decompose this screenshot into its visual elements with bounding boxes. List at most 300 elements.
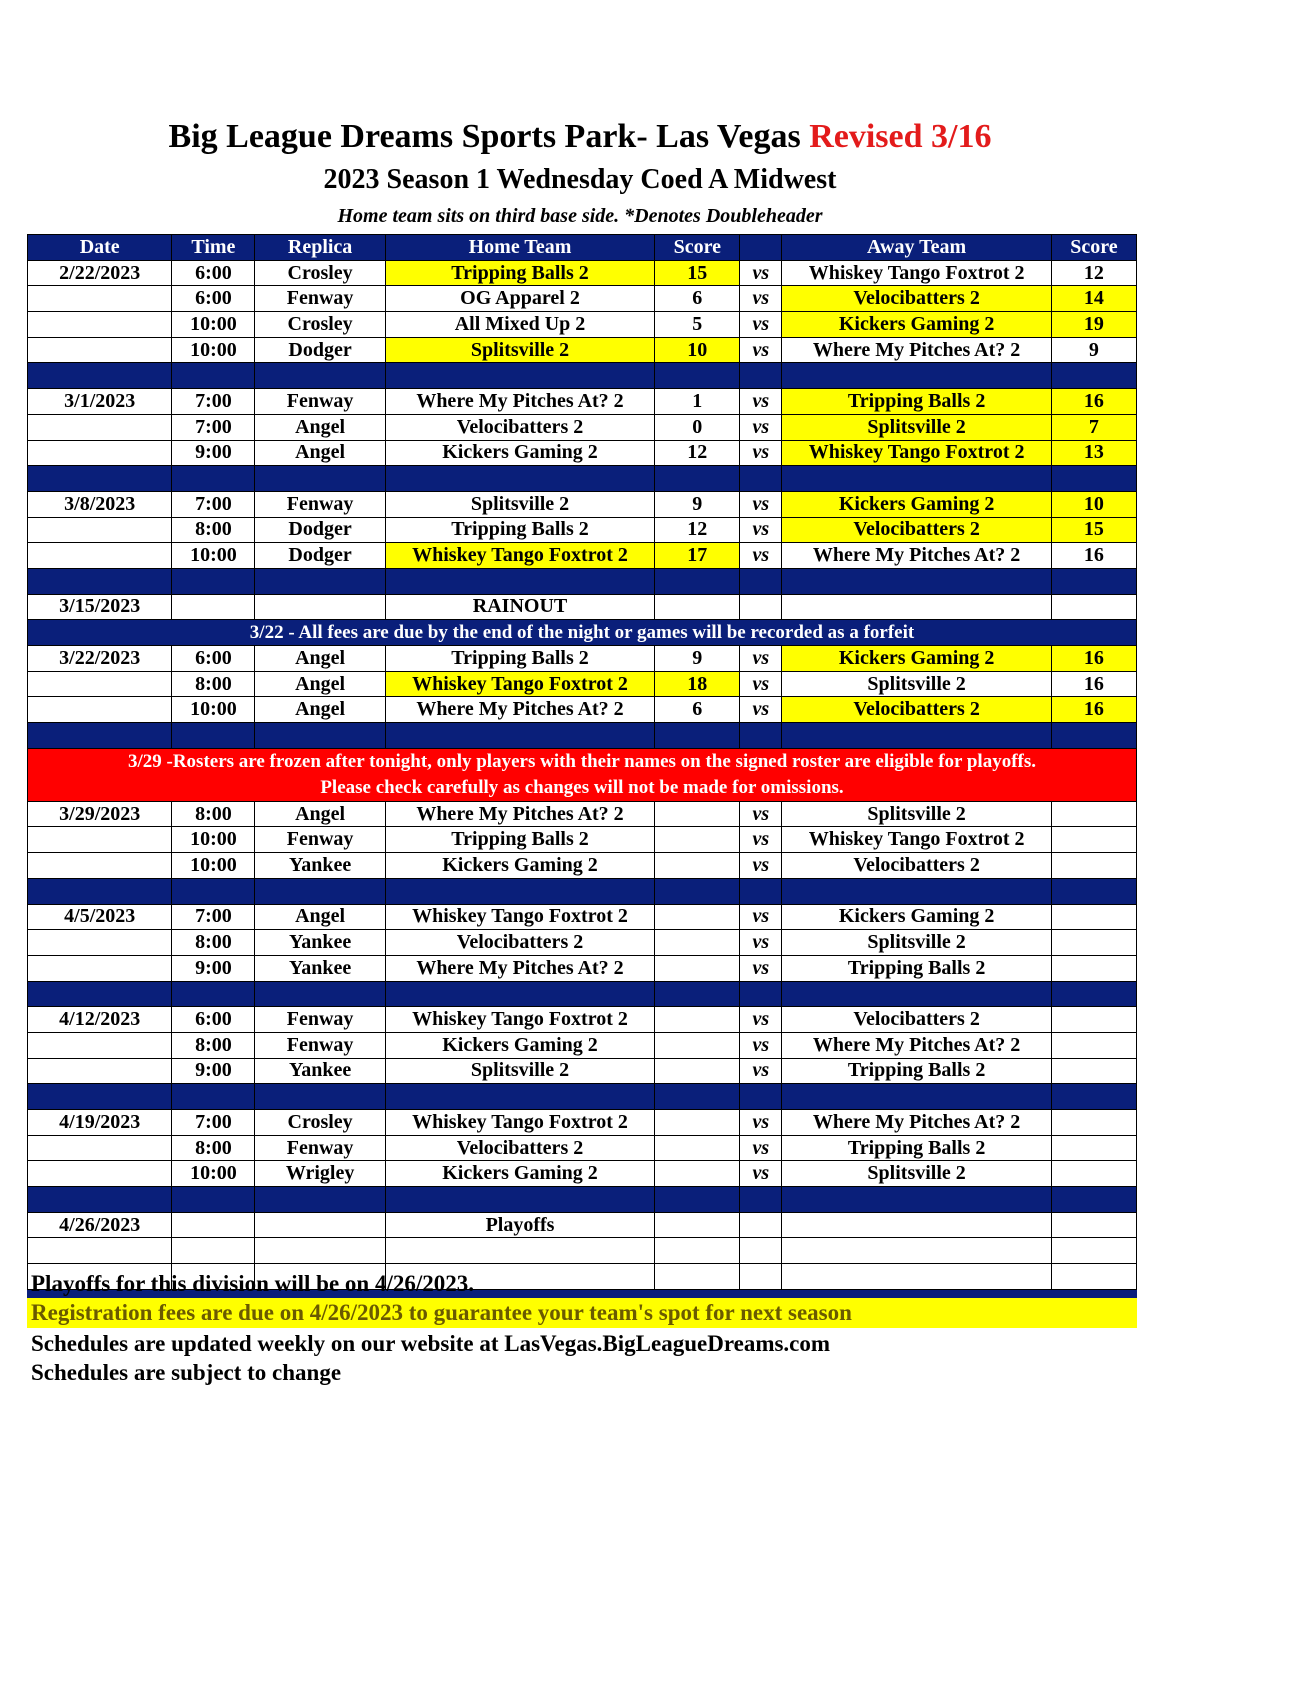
separator-cell xyxy=(28,981,172,1007)
time-cell: 7:00 xyxy=(172,491,255,517)
week-separator xyxy=(28,466,1137,492)
home-score-cell: 18 xyxy=(655,671,740,697)
time-cell: 6:00 xyxy=(172,260,255,286)
date-cell: 4/12/2023 xyxy=(28,1007,172,1033)
replica-cell: Fenway xyxy=(255,1032,385,1058)
game-row xyxy=(28,1212,1137,1238)
time-cell: 7:00 xyxy=(172,389,255,415)
separator-cell xyxy=(782,723,1051,749)
away-score-cell xyxy=(1051,1212,1136,1238)
vs-cell: vs xyxy=(740,1135,782,1161)
separator-cell xyxy=(385,1084,654,1110)
away-team-cell: Splitsville 2 xyxy=(782,414,1051,440)
separator-cell xyxy=(655,466,740,492)
time-cell: 8:00 xyxy=(172,1032,255,1058)
home-team-cell: Tripping Balls 2 xyxy=(385,517,654,543)
col-time: Time xyxy=(172,235,255,261)
roster-alert-row xyxy=(28,748,1137,801)
separator-cell xyxy=(28,466,172,492)
separator-cell xyxy=(655,723,740,749)
col-away-score: Score xyxy=(1051,235,1136,261)
time-cell: 10:00 xyxy=(172,827,255,853)
away-score-cell xyxy=(1051,1032,1136,1058)
date-cell xyxy=(28,517,172,543)
away-team-cell xyxy=(782,1264,1051,1290)
separator-cell xyxy=(172,466,255,492)
home-score-cell: 5 xyxy=(655,312,740,338)
separator-cell xyxy=(28,1187,172,1213)
game-row xyxy=(28,1238,1137,1264)
away-score-cell xyxy=(1051,1135,1136,1161)
separator-cell xyxy=(655,1187,740,1213)
home-score-cell xyxy=(655,1007,740,1033)
vs-cell: vs xyxy=(740,697,782,723)
col-away-team: Away Team xyxy=(782,235,1051,261)
separator-cell xyxy=(172,878,255,904)
week-separator xyxy=(28,878,1137,904)
home-team-cell: Tripping Balls 2 xyxy=(385,827,654,853)
date-cell: 4/19/2023 xyxy=(28,1110,172,1136)
home-score-cell: 10 xyxy=(655,337,740,363)
separator-cell xyxy=(740,1084,782,1110)
date-cell xyxy=(28,930,172,956)
away-team-cell: Whiskey Tango Foxtrot 2 xyxy=(782,827,1051,853)
vs-cell xyxy=(740,1212,782,1238)
date-cell: 4/26/2023 xyxy=(28,1212,172,1238)
game-row xyxy=(28,1110,1137,1136)
away-score-cell: 16 xyxy=(1051,543,1136,569)
away-score-cell xyxy=(1051,1238,1136,1264)
away-score-cell xyxy=(1051,594,1136,620)
home-score-cell xyxy=(655,827,740,853)
game-row xyxy=(28,671,1137,697)
replica-cell: Angel xyxy=(255,801,385,827)
vs-cell: vs xyxy=(740,491,782,517)
footer-registration: Registration fees are due on 4/26/2023 to guarantee your team's spot for next season xyxy=(27,1298,1137,1328)
away-score-cell xyxy=(1051,1110,1136,1136)
replica-cell: Angel xyxy=(255,904,385,930)
time-cell: 10:00 xyxy=(172,697,255,723)
home-team-cell: Velocibatters 2 xyxy=(385,930,654,956)
home-score-cell: 12 xyxy=(655,517,740,543)
game-row xyxy=(28,904,1137,930)
home-score-cell: 6 xyxy=(655,286,740,312)
separator-cell xyxy=(740,878,782,904)
page-title: Big League Dreams Sports Park- Las Vegas Revised 3/16 xyxy=(168,118,992,155)
away-team-cell: Velocibatters 2 xyxy=(782,517,1051,543)
separator-cell xyxy=(28,568,172,594)
replica-cell xyxy=(255,1238,385,1264)
away-team-cell: Tripping Balls 2 xyxy=(782,955,1051,981)
time-cell: 7:00 xyxy=(172,1110,255,1136)
time-cell: 8:00 xyxy=(172,671,255,697)
separator-cell xyxy=(655,568,740,594)
footer-change: Schedules are subject to change xyxy=(31,1360,342,1385)
replica-cell: Angel xyxy=(255,414,385,440)
game-row xyxy=(28,1135,1137,1161)
separator-cell xyxy=(255,1084,385,1110)
home-team-cell: Where My Pitches At? 2 xyxy=(385,697,654,723)
away-score-cell: 14 xyxy=(1051,286,1136,312)
date-cell: 3/1/2023 xyxy=(28,389,172,415)
separator-cell xyxy=(172,1084,255,1110)
date-cell xyxy=(28,1161,172,1187)
replica-cell: Dodger xyxy=(255,337,385,363)
date-cell: 3/8/2023 xyxy=(28,491,172,517)
vs-cell: vs xyxy=(740,853,782,879)
home-team-cell: Playoffs xyxy=(385,1212,654,1238)
vs-cell xyxy=(740,594,782,620)
replica-cell: Crosley xyxy=(255,1110,385,1136)
col-date: Date xyxy=(28,235,172,261)
separator-cell xyxy=(740,363,782,389)
date-cell: 3/15/2023 xyxy=(28,594,172,620)
time-cell: 8:00 xyxy=(172,930,255,956)
separator-cell xyxy=(172,1187,255,1213)
time-cell: 9:00 xyxy=(172,955,255,981)
away-team-cell: Kickers Gaming 2 xyxy=(782,646,1051,672)
date-cell xyxy=(28,1032,172,1058)
home-team-cell: Tripping Balls 2 xyxy=(385,260,654,286)
vs-cell: vs xyxy=(740,646,782,672)
date-cell: 3/29/2023 xyxy=(28,801,172,827)
separator-cell xyxy=(1051,878,1136,904)
home-team-cell: All Mixed Up 2 xyxy=(385,312,654,338)
date-cell xyxy=(28,337,172,363)
home-team-cell: Splitsville 2 xyxy=(385,491,654,517)
date-cell xyxy=(28,312,172,338)
time-cell: 6:00 xyxy=(172,1007,255,1033)
away-team-cell: Splitsville 2 xyxy=(782,1161,1051,1187)
separator-cell xyxy=(782,1187,1051,1213)
replica-cell xyxy=(255,594,385,620)
home-team-cell: Tripping Balls 2 xyxy=(385,646,654,672)
game-row xyxy=(28,312,1137,338)
away-team-cell: Tripping Balls 2 xyxy=(782,1135,1051,1161)
vs-cell: vs xyxy=(740,955,782,981)
home-score-cell xyxy=(655,801,740,827)
roster-alert-line2: Please check carefully as changes will not be made for omissions. xyxy=(320,776,844,798)
away-score-cell xyxy=(1051,904,1136,930)
home-score-cell xyxy=(655,853,740,879)
away-score-cell xyxy=(1051,1264,1136,1290)
separator-cell xyxy=(655,981,740,1007)
game-row xyxy=(28,646,1137,672)
away-team-cell: Where My Pitches At? 2 xyxy=(782,543,1051,569)
away-team-cell: Where My Pitches At? 2 xyxy=(782,1032,1051,1058)
time-cell: 9:00 xyxy=(172,440,255,466)
home-score-cell xyxy=(655,930,740,956)
schedule-table xyxy=(27,234,1137,1316)
separator-cell xyxy=(385,466,654,492)
separator-cell xyxy=(28,363,172,389)
replica-cell: Fenway xyxy=(255,286,385,312)
separator-cell xyxy=(255,466,385,492)
vs-cell: vs xyxy=(740,337,782,363)
away-score-cell: 10 xyxy=(1051,491,1136,517)
away-score-cell xyxy=(1051,1161,1136,1187)
game-row xyxy=(28,491,1137,517)
separator-cell xyxy=(1051,466,1136,492)
fees-notice-row xyxy=(28,620,1137,646)
time-cell: 7:00 xyxy=(172,414,255,440)
away-team-cell: Splitsville 2 xyxy=(782,930,1051,956)
game-row xyxy=(28,853,1137,879)
home-team-cell: Splitsville 2 xyxy=(385,1058,654,1084)
table-header xyxy=(28,235,1137,261)
away-team-cell: Kickers Gaming 2 xyxy=(782,312,1051,338)
away-score-cell xyxy=(1051,853,1136,879)
home-score-cell xyxy=(655,1238,740,1264)
footer-playoffs: Playoffs for this division will be on 4/26/2023. xyxy=(31,1271,475,1296)
game-row xyxy=(28,286,1137,312)
replica-cell: Fenway xyxy=(255,1135,385,1161)
home-score-cell: 1 xyxy=(655,389,740,415)
home-team-cell: Whiskey Tango Foxtrot 2 xyxy=(385,1007,654,1033)
time-cell: 10:00 xyxy=(172,1161,255,1187)
home-team-cell: Where My Pitches At? 2 xyxy=(385,955,654,981)
away-team-cell: Velocibatters 2 xyxy=(782,1007,1051,1033)
home-team-cell: Whiskey Tango Foxtrot 2 xyxy=(385,904,654,930)
date-cell: 3/22/2023 xyxy=(28,646,172,672)
game-row xyxy=(28,1161,1137,1187)
home-team-cell xyxy=(385,1238,654,1264)
separator-cell xyxy=(1051,723,1136,749)
week-separator xyxy=(28,363,1137,389)
home-score-cell xyxy=(655,1161,740,1187)
separator-cell xyxy=(1051,1084,1136,1110)
game-row xyxy=(28,930,1137,956)
game-row xyxy=(28,389,1137,415)
game-row xyxy=(28,801,1137,827)
date-cell xyxy=(28,955,172,981)
time-cell xyxy=(172,594,255,620)
vs-cell: vs xyxy=(740,827,782,853)
away-team-cell: Velocibatters 2 xyxy=(782,286,1051,312)
time-cell: 8:00 xyxy=(172,1135,255,1161)
vs-cell: vs xyxy=(740,1058,782,1084)
away-score-cell xyxy=(1051,801,1136,827)
home-score-cell: 12 xyxy=(655,440,740,466)
separator-cell xyxy=(740,466,782,492)
away-score-cell: 7 xyxy=(1051,414,1136,440)
separator-cell xyxy=(385,723,654,749)
separator-cell xyxy=(172,981,255,1007)
separator-cell xyxy=(740,981,782,1007)
vs-cell: vs xyxy=(740,414,782,440)
away-score-cell: 13 xyxy=(1051,440,1136,466)
replica-cell: Yankee xyxy=(255,955,385,981)
replica-cell: Fenway xyxy=(255,827,385,853)
away-score-cell xyxy=(1051,930,1136,956)
home-score-cell: 0 xyxy=(655,414,740,440)
date-cell xyxy=(28,1135,172,1161)
date-cell xyxy=(28,853,172,879)
vs-cell: vs xyxy=(740,1007,782,1033)
home-score-cell xyxy=(655,1264,740,1290)
replica-cell: Angel xyxy=(255,697,385,723)
vs-cell xyxy=(740,1238,782,1264)
vs-cell: vs xyxy=(740,312,782,338)
away-score-cell xyxy=(1051,955,1136,981)
replica-cell: Yankee xyxy=(255,853,385,879)
time-cell: 7:00 xyxy=(172,904,255,930)
replica-cell: Dodger xyxy=(255,517,385,543)
away-team-cell: Tripping Balls 2 xyxy=(782,1058,1051,1084)
home-score-cell xyxy=(655,904,740,930)
away-score-cell: 16 xyxy=(1051,671,1136,697)
game-row xyxy=(28,1007,1137,1033)
game-row xyxy=(28,414,1137,440)
revised-label: Revised 3/16 xyxy=(809,118,992,155)
separator-cell xyxy=(782,878,1051,904)
home-score-cell xyxy=(655,594,740,620)
game-row xyxy=(28,697,1137,723)
separator-cell xyxy=(655,1084,740,1110)
away-team-cell: Kickers Gaming 2 xyxy=(782,904,1051,930)
away-score-cell: 12 xyxy=(1051,260,1136,286)
vs-cell: vs xyxy=(740,286,782,312)
time-cell: 9:00 xyxy=(172,1058,255,1084)
away-score-cell: 16 xyxy=(1051,646,1136,672)
game-row xyxy=(28,260,1137,286)
separator-cell xyxy=(255,723,385,749)
game-row xyxy=(28,337,1137,363)
away-team-cell: Whiskey Tango Foxtrot 2 xyxy=(782,260,1051,286)
roster-alert-line1: 3/29 -Rosters are frozen after tonight, only players with their names on the signed roster are eligible for playoffs. xyxy=(127,750,1037,772)
week-separator xyxy=(28,1187,1137,1213)
separator-cell xyxy=(655,878,740,904)
date-cell: 2/22/2023 xyxy=(28,260,172,286)
separator-cell xyxy=(172,363,255,389)
separator-cell xyxy=(255,981,385,1007)
game-row xyxy=(28,827,1137,853)
vs-cell: vs xyxy=(740,543,782,569)
col-home-team: Home Team xyxy=(385,235,654,261)
replica-cell: Yankee xyxy=(255,1058,385,1084)
away-score-cell xyxy=(1051,827,1136,853)
replica-cell: Yankee xyxy=(255,930,385,956)
separator-cell xyxy=(782,466,1051,492)
date-cell xyxy=(28,827,172,853)
away-team-cell xyxy=(782,1238,1051,1264)
replica-cell: Fenway xyxy=(255,389,385,415)
time-cell: 10:00 xyxy=(172,853,255,879)
home-team-cell: Where My Pitches At? 2 xyxy=(385,389,654,415)
away-team-cell: Where My Pitches At? 2 xyxy=(782,1110,1051,1136)
separator-cell xyxy=(255,1187,385,1213)
separator-cell xyxy=(172,568,255,594)
separator-cell xyxy=(1051,1187,1136,1213)
home-team-cell: Velocibatters 2 xyxy=(385,1135,654,1161)
home-score-cell xyxy=(655,1032,740,1058)
fees-notice: 3/22 - All fees are due by the end of the night or games will be recorded as a forfeit xyxy=(28,620,1137,646)
week-separator xyxy=(28,568,1137,594)
game-row xyxy=(28,1058,1137,1084)
roster-alert xyxy=(28,748,1137,801)
away-team-cell xyxy=(782,1212,1051,1238)
separator-cell xyxy=(1051,568,1136,594)
vs-cell: vs xyxy=(740,260,782,286)
vs-cell: vs xyxy=(740,517,782,543)
separator-cell xyxy=(1051,981,1136,1007)
time-cell: 6:00 xyxy=(172,646,255,672)
away-score-cell: 16 xyxy=(1051,697,1136,723)
separator-cell xyxy=(255,878,385,904)
home-score-cell xyxy=(655,1135,740,1161)
replica-cell: Crosley xyxy=(255,312,385,338)
page-subtitle: 2023 Season 1 Wednesday Coed A Midwest xyxy=(323,164,837,195)
time-cell: 10:00 xyxy=(172,312,255,338)
replica-cell: Angel xyxy=(255,646,385,672)
home-score-cell: 9 xyxy=(655,646,740,672)
replica-cell: Dodger xyxy=(255,543,385,569)
separator-cell xyxy=(385,568,654,594)
separator-cell xyxy=(782,1084,1051,1110)
time-cell: 8:00 xyxy=(172,801,255,827)
home-team-note: Home team sits on third base side. *Denotes Doubleheader xyxy=(337,205,823,227)
vs-cell: vs xyxy=(740,801,782,827)
vs-cell: vs xyxy=(740,440,782,466)
away-score-cell: 16 xyxy=(1051,389,1136,415)
home-team-cell: Kickers Gaming 2 xyxy=(385,440,654,466)
home-score-cell xyxy=(655,955,740,981)
separator-cell xyxy=(782,568,1051,594)
time-cell: 6:00 xyxy=(172,286,255,312)
replica-cell: Angel xyxy=(255,440,385,466)
away-team-cell: Velocibatters 2 xyxy=(782,853,1051,879)
date-cell xyxy=(28,440,172,466)
separator-cell xyxy=(255,363,385,389)
time-cell: 10:00 xyxy=(172,543,255,569)
replica-cell: Fenway xyxy=(255,491,385,517)
week-separator xyxy=(28,723,1137,749)
home-team-cell: Whiskey Tango Foxtrot 2 xyxy=(385,671,654,697)
week-separator xyxy=(28,981,1137,1007)
away-score-cell: 19 xyxy=(1051,312,1136,338)
away-team-cell xyxy=(782,594,1051,620)
away-score-cell: 15 xyxy=(1051,517,1136,543)
date-cell xyxy=(28,671,172,697)
date-cell xyxy=(28,1058,172,1084)
away-score-cell: 9 xyxy=(1051,337,1136,363)
date-cell: 4/5/2023 xyxy=(28,904,172,930)
separator-cell xyxy=(255,568,385,594)
replica-cell: Fenway xyxy=(255,1007,385,1033)
col-home-score: Score xyxy=(655,235,740,261)
replica-cell: Wrigley xyxy=(255,1161,385,1187)
vs-cell: vs xyxy=(740,1110,782,1136)
vs-cell: vs xyxy=(740,671,782,697)
away-score-cell xyxy=(1051,1007,1136,1033)
time-cell xyxy=(172,1212,255,1238)
separator-cell xyxy=(740,1187,782,1213)
separator-cell xyxy=(28,723,172,749)
separator-cell xyxy=(28,878,172,904)
separator-cell xyxy=(172,723,255,749)
replica-cell: Angel xyxy=(255,671,385,697)
separator-cell xyxy=(782,363,1051,389)
separator-cell xyxy=(28,1084,172,1110)
date-cell xyxy=(28,1238,172,1264)
date-cell xyxy=(28,697,172,723)
separator-cell xyxy=(740,568,782,594)
game-row xyxy=(28,517,1137,543)
vs-cell: vs xyxy=(740,1161,782,1187)
game-row xyxy=(28,594,1137,620)
separator-cell xyxy=(782,981,1051,1007)
col-vs xyxy=(740,235,782,261)
